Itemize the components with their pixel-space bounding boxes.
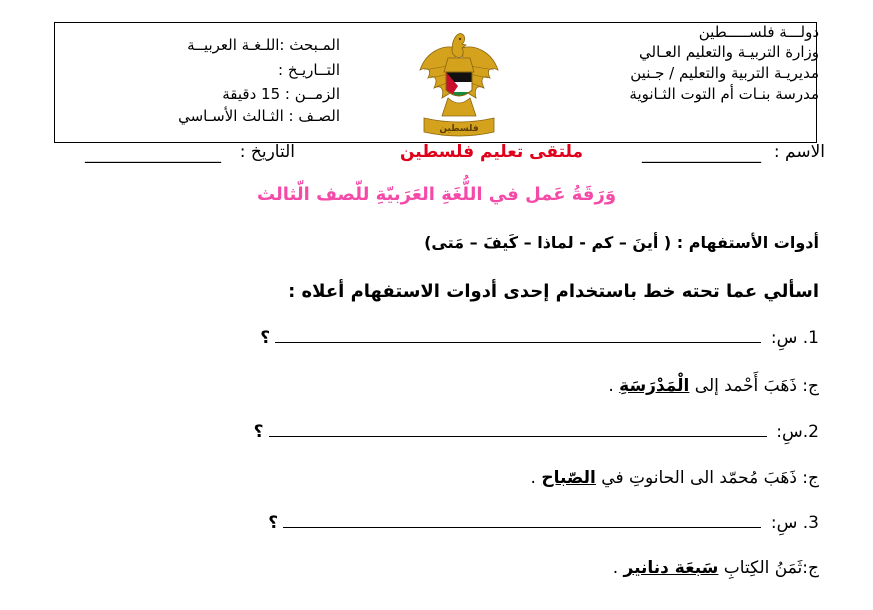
underlined-word: سَبعَة دنانير — [623, 558, 719, 578]
answer-text: ج: ذَهَبَ مُحمّد الى الحانوتِ في — [595, 468, 819, 488]
question-2 — [254, 422, 819, 442]
answer-1 — [608, 376, 819, 396]
question-label: 3. سِ: — [770, 513, 819, 533]
date-blank[interactable]: ________________ — [85, 144, 221, 164]
answer-2 — [531, 468, 819, 488]
forum-name: ملتقى تعليم فلسطين — [399, 142, 583, 162]
answer-end: . — [612, 558, 624, 578]
answer-3 — [613, 558, 819, 578]
student-info-row — [50, 142, 825, 170]
answer-text: ج:ثَمَنُ الكِتابِ — [718, 558, 819, 578]
underlined-word: الْمَدْرَسَةِ — [619, 376, 690, 396]
header-grade: الصـف : الثـالث الأسـاسي — [178, 107, 340, 125]
answer-blank[interactable] — [275, 341, 761, 343]
question-mark: ؟ — [253, 422, 264, 442]
question-tools: أدوات الأستفهام : ( أينَ – كم - لماذا – كَيفَ – مَتى) — [424, 233, 819, 252]
header-directorate: مديريـة التربية والتعليم / جـنين — [630, 64, 819, 82]
question-label: 1. سِ: — [770, 328, 819, 348]
header-time: الزمــن : 15 دقيقة — [222, 85, 340, 103]
name-blank[interactable]: ______________ — [642, 144, 761, 164]
question-label: 2.سِ: — [776, 422, 819, 442]
date-label: التاريخ : — [239, 142, 295, 162]
question-3 — [268, 513, 819, 533]
answer-end: . — [530, 468, 542, 488]
answer-text: ج: ذَهَبَ أَحْمد إلى — [689, 376, 819, 396]
name-label: الاسم : — [773, 142, 825, 162]
worksheet-title: وَرَقَةُ عَمل في اللُّغَةِ العَرَبيّةِ للّصف الّثالث — [256, 184, 617, 205]
header-subject: المـبحث :اللـغـة العربيــة — [187, 36, 340, 54]
instruction: اسألي عما تحته خط باستخدام إحدى أدوات الاستفهام أعلاه : — [288, 281, 819, 302]
question-mark: ؟ — [260, 328, 271, 348]
answer-blank[interactable] — [283, 526, 761, 528]
underlined-word: الصّباح — [541, 468, 596, 488]
question-mark: ؟ — [268, 513, 279, 533]
answer-blank[interactable] — [269, 435, 767, 437]
header-date: التــاريـخ : — [278, 61, 340, 79]
question-1 — [260, 328, 819, 348]
header-school: مدرسة بنـات أم التوت الثـانوية — [629, 85, 819, 103]
seal-text: فلسطين — [439, 124, 479, 134]
palestine-eagle-seal-icon — [418, 26, 500, 138]
header-country: دولـــة فلســـــطين — [698, 23, 819, 41]
header-ministry: وزارة التربيـة والتعليم العـالي — [639, 43, 819, 61]
answer-end: . — [608, 376, 620, 396]
